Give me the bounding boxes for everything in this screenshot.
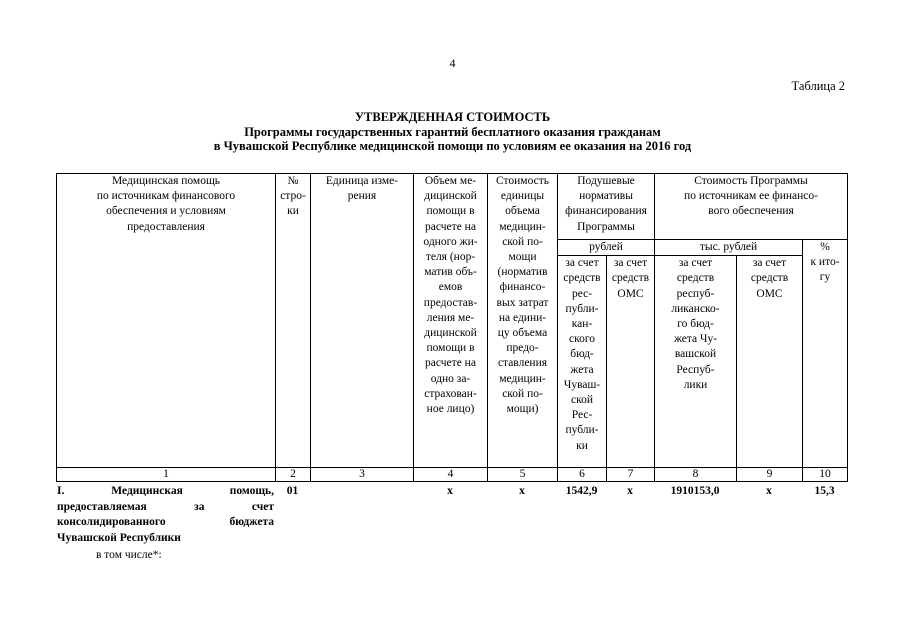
- column-number: 4: [414, 468, 488, 482]
- header-text-line: Медицинская помощь: [111, 175, 221, 187]
- header-text-line: го бюд-: [677, 318, 714, 331]
- header-text-line: кан-: [571, 318, 593, 331]
- header-text-line: вых затрат: [496, 296, 549, 309]
- header-text-line: Стоимость: [496, 175, 549, 187]
- header-text-line: медицин-: [499, 372, 546, 385]
- header-text-line: нормативы: [579, 190, 633, 203]
- header-text-line: респуб-: [676, 287, 715, 300]
- header-text-line: к ито-: [810, 256, 840, 269]
- header-volume: [414, 174, 488, 468]
- header-text-line: мощи): [506, 403, 539, 416]
- header-text-line: Подушевые: [577, 175, 635, 187]
- header-text-line: за счет: [565, 257, 599, 270]
- header-text-line: Единица изме-: [325, 175, 399, 187]
- title-line-3: в Чувашской Республике медицинской помощи по условиям ее оказания на 2016 год: [213, 139, 692, 153]
- header-text-line: Рес-: [571, 409, 593, 422]
- row-per-capita-oms: х: [627, 485, 633, 497]
- including-note: в том числе*:: [96, 549, 162, 561]
- header-text-line: объема: [505, 205, 540, 218]
- header-text-line: емов: [438, 281, 463, 294]
- header-text-line: вашской: [674, 348, 717, 361]
- header-text-line: Программы: [577, 220, 635, 233]
- header-text-line: одно за-: [430, 372, 471, 385]
- header-percent: [803, 240, 848, 468]
- header-text-line: финансо-: [499, 281, 546, 294]
- column-number: 5: [488, 468, 558, 482]
- header-unit-cost: [488, 174, 558, 468]
- header-total-republic: [655, 256, 737, 468]
- header-text-line: ОМС: [617, 287, 644, 300]
- header-text-line: средств: [676, 272, 715, 285]
- header-text-line: медицин-: [499, 220, 546, 233]
- page-number: 4: [449, 56, 456, 70]
- row-unit: [310, 484, 413, 546]
- column-numbers-row: [57, 468, 848, 482]
- header-text-line: цу объема: [497, 327, 548, 340]
- header-text-line: предо-: [506, 342, 539, 355]
- header-text-line: ное лицо): [426, 403, 475, 416]
- header-text-line: теля (нор-: [425, 251, 476, 264]
- header-text-line: предостав-: [423, 296, 478, 309]
- header-text-line: гу: [819, 271, 831, 284]
- header-text-line: лики: [683, 378, 708, 391]
- header-text-line: стро-: [280, 190, 306, 203]
- header-text-line: жета: [570, 363, 594, 376]
- row-total-republic: 1910153,0: [670, 485, 720, 497]
- header-text-line: по источникам финансового: [96, 190, 236, 203]
- header-text-line: по источникам ее финансо-: [684, 190, 818, 203]
- header-text-line: дицинской: [424, 190, 477, 203]
- header-text-line: ского: [568, 333, 596, 346]
- header-text-line: ской по-: [502, 387, 543, 400]
- header-text-line: на едини-: [498, 311, 547, 324]
- header-text-line: дицинской: [424, 327, 477, 340]
- row-section-title: I. Медицинская помощь, предоставляемая за счет консолидированного бюджета Чувашской Республики: [57, 485, 274, 544]
- header-text-line: публи-: [565, 302, 599, 315]
- title-line-2: Программы государственных гарантий бесплатного оказания гражданам: [244, 124, 661, 139]
- header-text-line: ской: [570, 394, 593, 407]
- document-title: [0, 110, 905, 154]
- header-text-line: ской по-: [502, 235, 543, 248]
- column-number: 6: [558, 468, 607, 482]
- header-care-type: [57, 174, 276, 468]
- header-text-line: финансирования: [565, 205, 647, 218]
- header-text-line: за счет: [678, 257, 713, 270]
- header-text-line: средств: [750, 272, 789, 285]
- header-unit-thousand-rubles: тыс. рублей: [655, 240, 803, 256]
- header-per-capita-republic: [558, 256, 607, 468]
- table-row: [56, 484, 847, 546]
- header-text-line: одного жи-: [423, 235, 478, 248]
- title-line-1: УТВЕРЖДЕННАЯ СТОИМОСТЬ: [354, 110, 551, 124]
- column-number: 7: [607, 468, 655, 482]
- header-text-line: за счет: [752, 257, 787, 270]
- row-line-number: 01: [286, 485, 299, 497]
- header-text-line: за счет: [613, 257, 648, 270]
- header-text-line: вого обеспечения: [708, 205, 794, 218]
- row-total-oms: х: [766, 485, 772, 497]
- cost-table-body: [56, 484, 847, 546]
- header-text-line: рес-: [571, 287, 593, 300]
- header-text-line: Стоимость Программы: [694, 175, 808, 187]
- header-text-line: мощи: [508, 251, 537, 264]
- header-text-line: ления ме-: [426, 311, 475, 324]
- column-number: 3: [311, 468, 414, 482]
- header-per-capita-group: [558, 174, 655, 240]
- header-text-line: помощи в: [426, 342, 475, 355]
- header-text-line: Чуваш-: [563, 378, 601, 391]
- row-volume: х: [447, 485, 453, 497]
- header-total-oms: [737, 256, 803, 468]
- header-text-line: средств: [611, 272, 650, 285]
- column-number: 2: [276, 468, 311, 482]
- header-text-line: рения: [347, 190, 377, 203]
- header-text-line: страхован-: [424, 387, 477, 400]
- header-text-line: предоставления: [127, 220, 205, 233]
- table-label: Таблица 2: [791, 79, 845, 93]
- header-text-line: бюд-: [570, 348, 594, 361]
- header-text-line: Респуб-: [676, 363, 715, 376]
- header-text-line: публи-: [565, 424, 599, 437]
- header-text-line: ки: [287, 205, 299, 218]
- column-number: 9: [737, 468, 803, 482]
- column-number: 8: [655, 468, 737, 482]
- row-per-capita-republic: 1542,9: [565, 485, 598, 497]
- header-text-line: обеспечения и условиям: [106, 205, 226, 218]
- header-text-line: помощи в: [426, 205, 475, 218]
- row-percent: 15,3: [814, 485, 835, 497]
- header-text-line: %: [820, 241, 830, 253]
- header-text-line: ОМС: [756, 287, 783, 300]
- header-text-line: средств: [563, 272, 601, 285]
- header-text-line: ликанско-: [671, 302, 720, 315]
- header-per-capita-oms: [607, 256, 655, 468]
- header-text-line: Объем ме-: [424, 175, 477, 187]
- header-text-line: жета Чу-: [673, 333, 718, 346]
- header-unit-rubles: рублей: [558, 240, 655, 256]
- header-text-line: расчете на: [425, 220, 476, 233]
- header-program-cost-group: [655, 174, 848, 240]
- header-text-line: ставления: [497, 357, 548, 370]
- header-text-line: матив объ-: [424, 266, 477, 279]
- header-text-line: ки: [576, 439, 588, 452]
- header-text-line: единицы: [500, 190, 545, 203]
- cost-table-header: [56, 173, 848, 482]
- row-unit-cost: х: [519, 485, 525, 497]
- column-number: 1: [57, 468, 276, 482]
- header-text-line: расчете на: [425, 357, 476, 370]
- column-number: 10: [803, 468, 848, 482]
- header-line-number: [276, 174, 311, 468]
- header-unit: [311, 174, 414, 468]
- header-text-line: №: [287, 175, 299, 187]
- header-text-line: (норматив: [497, 266, 548, 279]
